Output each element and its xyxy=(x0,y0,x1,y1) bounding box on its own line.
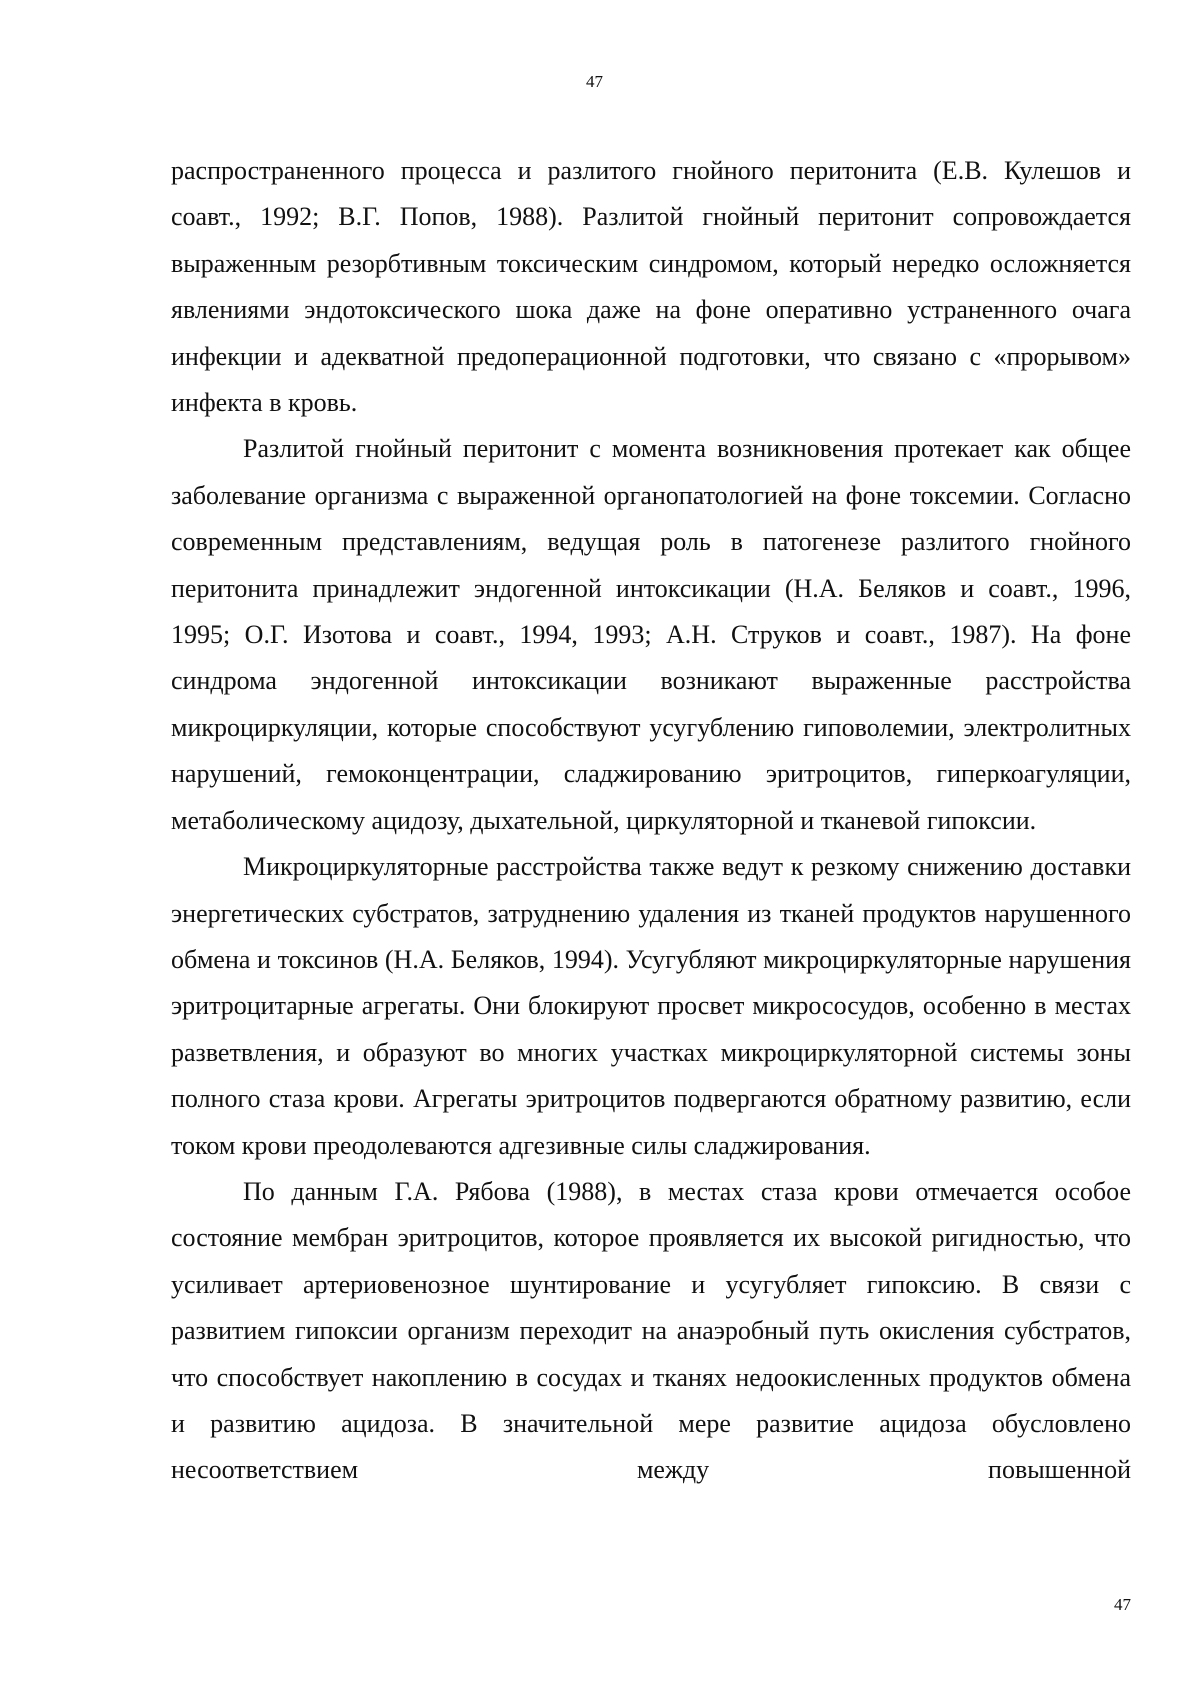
document-body xyxy=(171,148,1131,1494)
page-number-top: 47 xyxy=(586,72,603,91)
page-number-bottom: 47 xyxy=(1114,1595,1131,1614)
paragraph-3: Микроциркуляторные расстройства также ведут к резкому снижению доставки энергетических субстратов, затруднению удаления из тканей продуктов нарушенного обмена и токсинов (Н.А. Беляков, 1994). Усугубляют микроциркуляторные нарушения эритроцитарные агрегаты. Они блокируют просвет микрососудов, особенно в местах разветвления, и образуют во многих участках микроциркуляторной системы зоны полного стаза крови. Агрегаты эритроцитов подвергаются обратному развитию, если током крови преодолеваются адгезивные силы сладжирования. xyxy=(171,852,1131,1160)
paragraph-4: По данным Г.А. Рябова (1988), в местах стаза крови отмечается особое состояние мембран эритроцитов, которое проявляется их высокой ригидностью, что усиливает артериовенозное шунтирование и усугубляет гипоксию. В связи с развитием гипоксии организм переходит на анаэробный путь окисления субстратов, что способствует накоплению в сосудах и тканях недоокисленных продуктов обмена и развитию ацидоза. В значительной мере развитие ацидоза обусловлено несоответствием между повышенной xyxy=(171,1176,1131,1485)
paragraph-1: распространенного процесса и разлитого гнойного перитонита (Е.В. Кулешов и соавт., 1992; В.Г. Попов, 1988). Разлитой гнойный перитонит сопровождается выраженным резорбтивным токсическим синдромом, который нередко осложняется явлениями эндотоксического шока даже на фоне оперативно устраненного очага инфекции и адекватной предоперационной подготовки, что связано с «прорывом» инфекта в кровь. xyxy=(171,156,1131,418)
paragraph-2: Разлитой гнойный перитонит с момента возникновения протекает как общее заболевание организма с выраженной органопатологией на фоне токсемии. Согласно современным представлениям, ведущая роль в патогенезе разлитого гнойного перитонита принадлежит эндогенной интоксикации (Н.А. Беляков и соавт., 1996, 1995; О.Г. Изотова и соавт., 1994, 1993; А.Н. Струков и соавт., 1987). На фоне синдрома эндогенной интоксикации возникают выраженные расстройства микроциркуляции, которые способствуют усугублению гиповолемии, электролитных нарушений, гемоконцентрации, сладжированию эритроцитов, гиперкоагуляции, метаболическому ацидозу, дыхательной, циркуляторной и тканевой гипоксии. xyxy=(171,434,1131,835)
